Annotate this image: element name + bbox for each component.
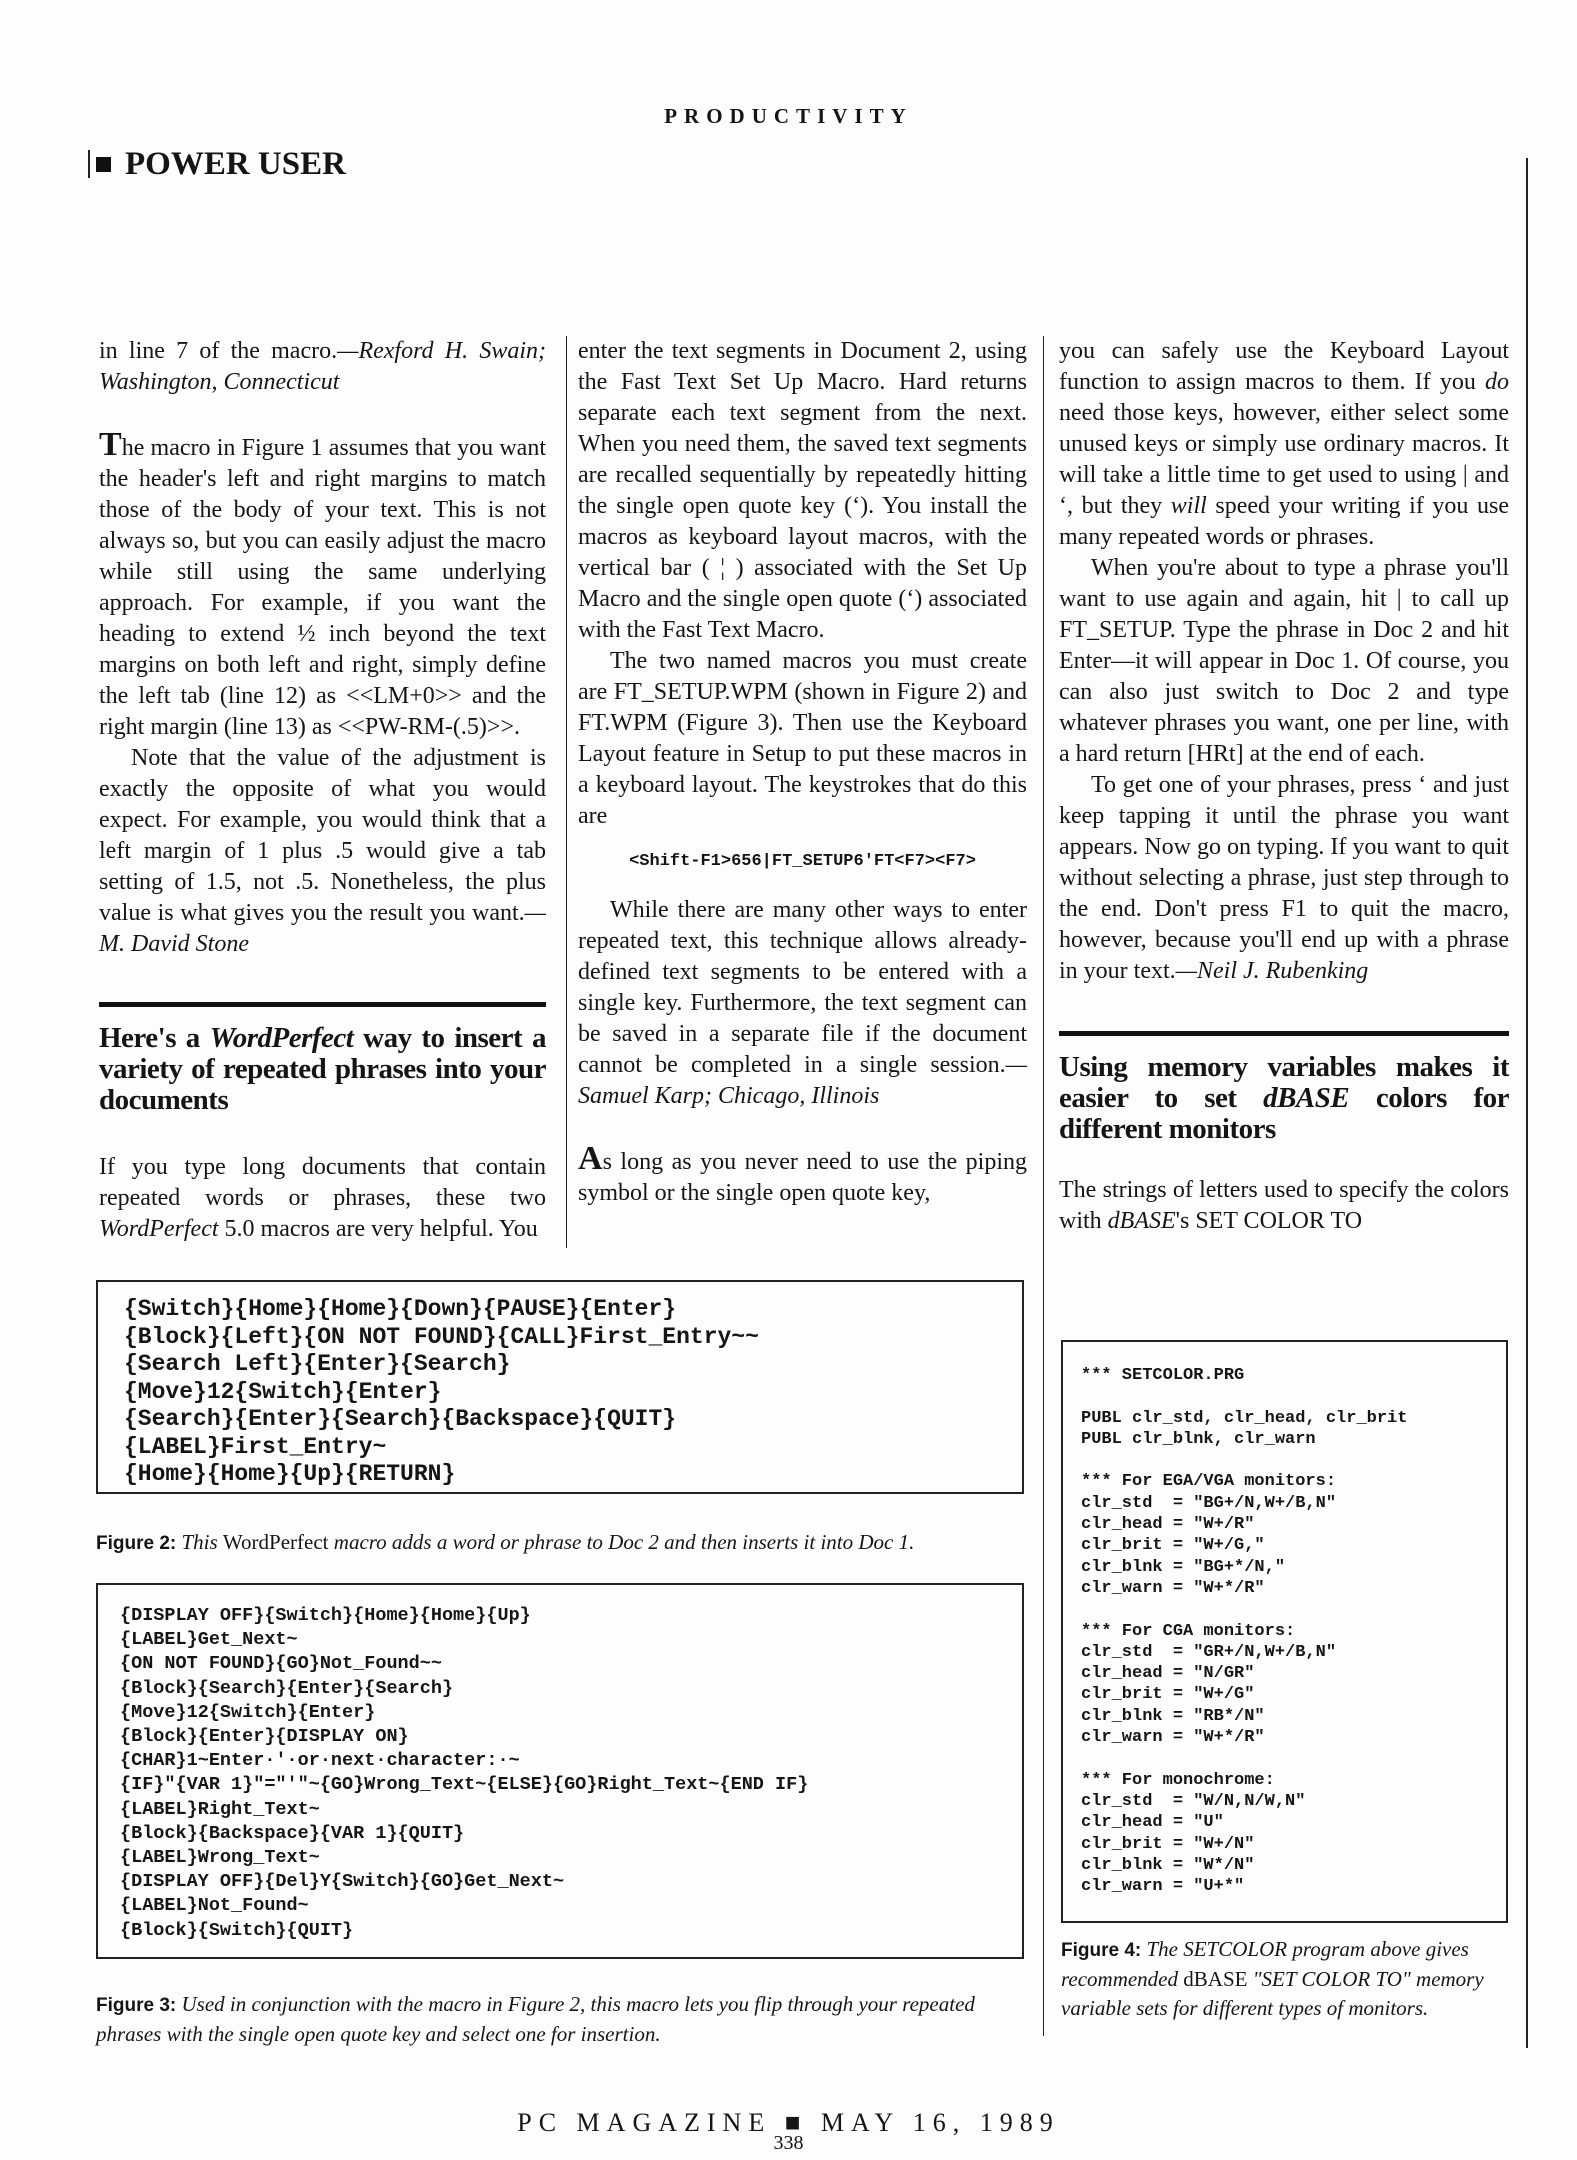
keystroke-sequence: <Shift-F1>656|FT_SETUP6'FT<F7><F7> bbox=[629, 852, 976, 871]
page-number: 338 bbox=[773, 2132, 804, 2154]
section-label: PRODUCTIVITY bbox=[664, 104, 913, 128]
left-edge-rule bbox=[88, 150, 90, 178]
figure-2-code: {Switch}{Home}{Home}{Down}{PAUSE}{Enter} {Block}{Left}{ON NOT FOUND}{CALL}First_Entry~~ {Search Left}{Enter}{Search} {Move}12{Switch}{Enter} {Search}{Enter}{Search}{Backspace}{QUIT} {LABEL}First_Entry~ {Home}{Home}{Up}{RETURN} bbox=[96, 1280, 1024, 1494]
paragraph: The strings of letters used to specify the colors with dBASE's SET COLOR TO bbox=[1059, 1177, 1509, 1234]
paragraph: you can safely use the Keyboard Layout function to assign macros to them. If you do need those keys, however, either select some unused keys or simply use ordinary macros. It will take a little time to get used to using | and ‘, but they will speed your writing if you use many repeated words or phrases. bbox=[1059, 338, 1509, 550]
author-signature: —Rexford H. Swain; Washington, Connecticut bbox=[99, 338, 546, 395]
paragraph: enter the text segments in Document 2, using the Fast Text Set Up Macro. Hard returns separate each text segment from the next. When you need them, the saved text segments are recalled sequentially by repeatedly hitting the single open quote key (‘). You install the macros as keyboard layout macros, with the vertical bar ( ¦ ) associated with the Set Up Macro and the single open quote (‘) associated with the Fast Text Macro. bbox=[578, 338, 1027, 643]
column-divider bbox=[1043, 336, 1044, 2036]
paragraph: When you're about to type a phrase you'll want to use again and again, hit | to call up FT_SETUP. Type the phrase in Doc 2 and hit Enter—it will appear in Doc 1. Of course, you can also just switch to Doc 2 and type whatever phrases you want, one per line, with a hard return [HRt] at the end of each. bbox=[1059, 555, 1509, 767]
article-column-3 bbox=[1059, 336, 1509, 1237]
paragraph: in line 7 of the macro.—Rexford H. Swain; Washington, Connecticut bbox=[99, 338, 546, 395]
paragraph: The two named macros you must create are FT_SETUP.WPM (shown in Figure 2) and FT.WPM (Figure 3). Then use the Keyboard Layout feature in Setup to put these macros in a keyboard layout. The keystrokes that do this are bbox=[578, 648, 1027, 829]
right-edge-rule bbox=[1526, 158, 1528, 2048]
column-divider bbox=[566, 336, 567, 1248]
article-column-1 bbox=[99, 336, 546, 1245]
paragraph: As long as you never need to use the piping symbol or the single open quote key, bbox=[578, 1140, 1027, 1206]
article-headline: Here's a WordPerfect way to insert a variety of repeated phrases into your documents bbox=[99, 1022, 546, 1116]
figure-4-caption: Figure 4: The SETCOLOR program above gives recommended dBASE "SET COLOR TO" memory variable sets for different types of monitors. bbox=[1061, 1937, 1484, 2020]
figure-2-caption: Figure 2: This WordPerfect macro adds a word or phrase to Doc 2 and then inserts it into Doc 1. bbox=[96, 1530, 915, 1554]
paragraph: Note that the value of the adjustment is exactly the opposite of what you would expect. For example, you would think that a left margin of 1 plus .5 would give a tab setting of 1.5, not .5. Nonetheless, the plus value is what gives you the result you want.—M. David Stone bbox=[99, 745, 546, 957]
paragraph: To get one of your phrases, press ‘ and just keep tapping it until the phrase you want appears. Now go on typing. If you want to quit without selecting a phrase, just step through to the end. Don't press F1 to quit the macro, however, because you'll end up with a phrase in your text.—Neil J. Rubenking bbox=[1059, 772, 1509, 984]
article-column-2 bbox=[578, 336, 1027, 1209]
figure-3-caption: Figure 3: Used in conjunction with the macro in Figure 2, this macro lets you flip through your repeated phrases with the single open quote key and select one for insertion. bbox=[96, 1992, 975, 2046]
magazine-footer: PC MAGAZINE ■ MAY 16, 1989 bbox=[517, 2108, 1060, 2137]
figure-3-code: {DISPLAY OFF}{Switch}{Home}{Home}{Up} {LABEL}Get_Next~ {ON NOT FOUND}{GO}Not_Found~~ {Block}{Search}{Enter}{Search} {Move}12{Switch}{Enter} {Block}{Enter}{DISPLAY ON} {CHAR}1~Enter·'·or·next·character:·~ {IF}"{VAR 1}"="'"~{GO}Wrong_Text~{ELSE}{GO}Right_Text~{END IF} {LABEL}Right_Text~ {Block}{Backspace}{VAR 1}{QUIT} {LABEL}Wrong_Text~ {DISPLAY OFF}{Del}Y{Switch}{GO}Get_Next~ {LABEL}Not_Found~ {Block}{Switch}{QUIT} bbox=[96, 1583, 1024, 1959]
article-headline: Using memory variables makes it easier to set dBASE colors for different monitors bbox=[1059, 1051, 1509, 1145]
department-heading bbox=[96, 146, 346, 183]
author-signature: —Neil J. Rubenking bbox=[1175, 958, 1369, 984]
author-signature: —M. David Stone bbox=[99, 900, 546, 957]
department-title: POWER USER bbox=[125, 146, 346, 182]
paragraph: While there are many other ways to enter repeated text, this technique allows already-defined text segments to be entered with a single key. Furthermore, the text segment can be saved in a separate file if the document cannot be completed in a single session.—Samuel Karp; Chicago, Illinois bbox=[578, 897, 1027, 1109]
figure-4-code: *** SETCOLOR.PRG PUBL clr_std, clr_head, clr_brit PUBL clr_blnk, clr_warn *** For EGA/VGA monitors: clr_std = "BG+/N,W+/B,N" clr_head = "W+/R" clr_brit = "W+/G," clr_blnk = "BG+*/N," clr_warn = "W+*/R" *** For CGA monitors: clr_std = "GR+/N,W+/B,N" clr_head = "N/GR" clr_brit = "W+/G" clr_blnk = "RB*/N" clr_warn = "W+*/R" *** For monochrome: clr_std = "W/N,N/W,N" clr_head = "U" clr_brit = "W+/N" clr_blnk = "W*/N" clr_warn = "U+*" bbox=[1061, 1340, 1508, 1923]
square-bullet-icon bbox=[96, 157, 111, 172]
paragraph: The macro in Figure 1 assumes that you want the header's left and right margins to match those of the body of your text. This is not always so, but you can easily adjust the macro while still using the same underlying approach. For example, if you want the heading to extend ½ inch beyond the text margins on both left and right, simply define the left tab (line 12) as <<LM+0>> and the right margin (line 13) as <<PW-RM-(.5)>>. bbox=[99, 426, 546, 740]
paragraph: If you type long documents that contain repeated words or phrases, these two WordPerfect 5.0 macros are very helpful. You bbox=[99, 1154, 546, 1242]
author-signature: —Samuel Karp; Chicago, Illinois bbox=[578, 1052, 1027, 1109]
